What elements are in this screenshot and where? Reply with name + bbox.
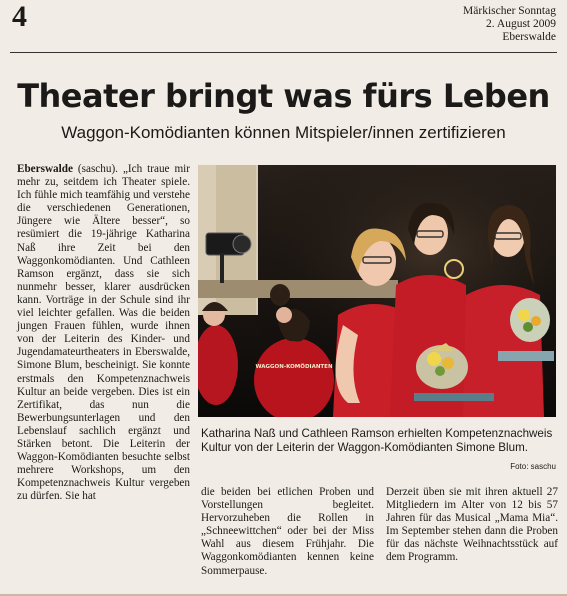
- article-column-2: die beiden bei etlichen Proben und Vorstellungen begleitet. Hervorzuheben die Rollen in „Schneewittchen“ oder bei der Miss Wahl aus diesem Frühjahr. Die Waggonkomödianten kennen keine Sommerpause.: [201, 486, 374, 577]
- masthead: [463, 5, 556, 44]
- column-1-text: „Ich traue mir mehr zu, seitdem ich Theater spiele. Ich fühle mich teamfähig und verstehe die verschiedenen Generationen, Jüngere wie Ältere besser“, so resümiert die 19-jährige Katharina Naß ihre Zeit bei den Waggonkomödianten. Und Cathleen Ramson ergänzt, dass sie sich nunmehr besser, klarer ausdrücken kann. Vorträge in der Schule sind ihr viel leichter gefallen. Was die beiden jungen Frauen fühlen, wurde ihnen von der Leiterin des Kinder- und Jugendamateurtheaters in Eberswalde, Simone Blum, bescheinigt. Sie konnte erstmals den Kompetenznachweis Kultur an beide vergeben. Dies ist ein Zertifikat, das nun die Bewerbungsunterlagen und den Lebenslauf sachlich ergänzt und Stärken betont. Die Leiterin der Waggon-Komödianten besuchte selbst mehrere Workshops, um den Kompetenznachweis Kultur vergeben zu dürfen. Sie hat: [17, 163, 190, 503]
- masthead-paper: Märkischer Sonntag: [463, 5, 556, 17]
- top-rule: [10, 52, 557, 53]
- page-number: 4: [12, 0, 27, 33]
- dateline: Eberswalde: [17, 163, 73, 175]
- masthead-edition: Eberswalde: [502, 31, 556, 43]
- subheadline: Waggon-Komödianten können Mitspieler/innen zertifizieren: [61, 123, 506, 142]
- article-column-3: Derzeit üben sie mit ihren aktuell 27 Mitgliedern im Alter von 12 bis 57 Jahren für das Musical „Mama Mia“. Im September stehen dann die Proben für das nächste Weihnachtsstück auf dem Programm.: [386, 486, 558, 564]
- article-photo: [198, 165, 556, 417]
- headline: Theater bringt was fürs Leben: [17, 77, 550, 115]
- byline: (saschu).: [72, 163, 123, 175]
- article-column-1: [17, 163, 190, 503]
- shirt-text: WAGGON-KOMÖDIANTEN: [255, 364, 333, 370]
- photo-credit: Foto: saschu: [510, 462, 556, 471]
- photo-caption: Katharina Naß und Cathleen Ramson erhielten Kompetenznachweis Kultur von der Leiterin der Waggon-Komödianten Simone Blum.: [201, 427, 553, 454]
- masthead-date: 2. August 2009: [486, 18, 556, 30]
